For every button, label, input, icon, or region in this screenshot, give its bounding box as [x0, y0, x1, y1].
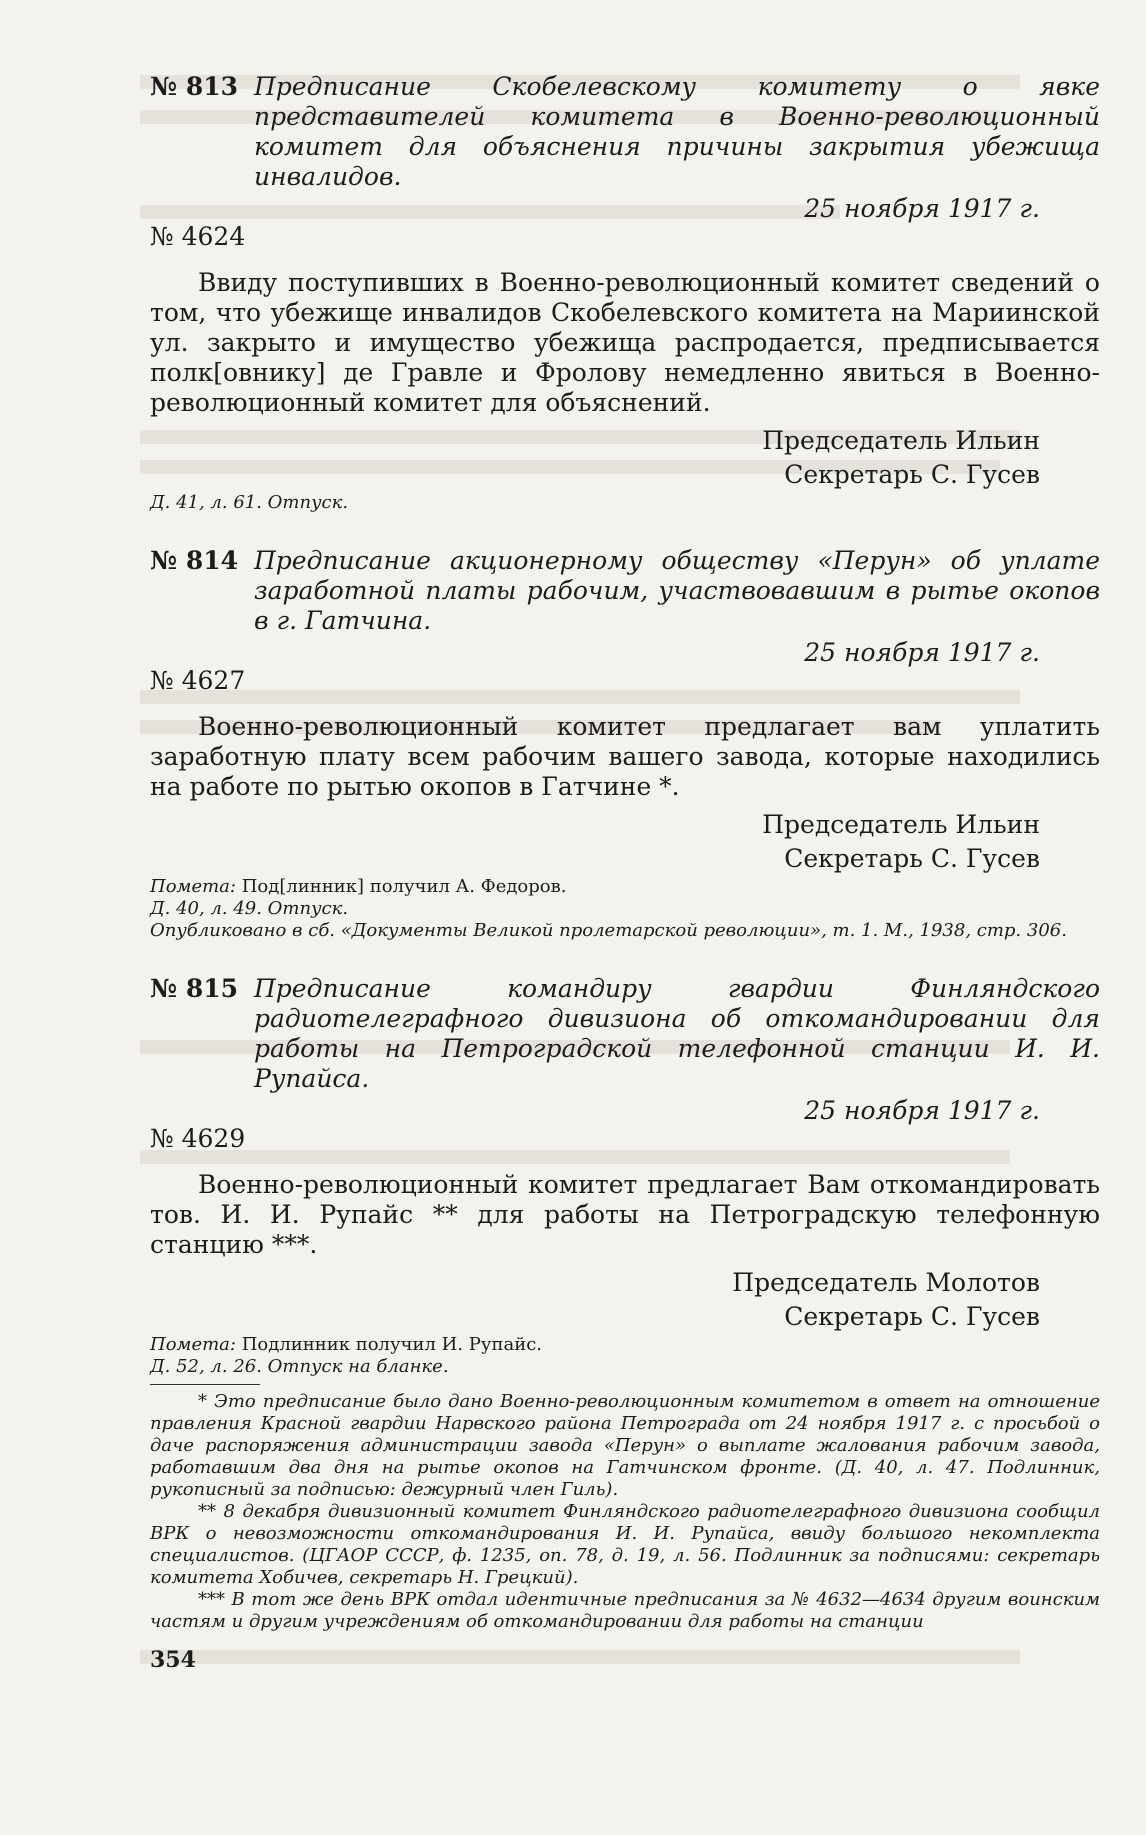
doc-secretary: Секретарь С. Гусев [784, 844, 1040, 873]
doc-reg-number: № 4627 [150, 666, 246, 695]
document-814 [150, 544, 1100, 942]
doc-date: 25 ноября 1917 г. [804, 194, 1040, 223]
doc-date: 25 ноября 1917 г. [804, 638, 1040, 667]
doc-body: Военно-революционный комитет предлагает Вам откомандировать тов. И. И. Рупайс ** для работы на Петроградскую телефонную станцию ***. [150, 1170, 1100, 1259]
doc-archive-note: Д. 52, л. 26. Отпуск на бланке. [150, 1356, 449, 1377]
doc-mark-label: Помета: [150, 876, 236, 897]
document-column [150, 70, 1100, 1695]
doc-title: Предписание командиру гвардии Финляндского радиотелеграфного дивизиона об откомандировании для работы на Петроградской телефонной станции И. И. Рупайса. [254, 974, 1100, 1093]
doc-publication-note: Опубликовано в сб. «Документы Великой пролетарской революции», т. 1. М., 1938, стр. 306. [150, 920, 1067, 941]
document-815 [150, 972, 1100, 1378]
doc-body: Ввиду поступивших в Военно-революционный комитет сведений о том, что убежище инвалидов Скобелевского комитета на Мариинской ул. закрыто и имущество убежища распродается, предписывается полк[овнику] де Гравле и Фролову немедленно явиться в Военно-революционный комитет для объяснений. [150, 268, 1100, 417]
doc-mark [150, 876, 1100, 898]
doc-date: 25 ноября 1917 г. [804, 1096, 1040, 1125]
doc-mark-text: Подлинник получил И. Рупайс. [235, 1334, 543, 1355]
page-number: 354 [150, 1647, 196, 1673]
footnotes [150, 1391, 1100, 1633]
doc-number: № 814 [150, 546, 239, 575]
doc-archive-note: Д. 40, л. 49. Отпуск. [150, 898, 349, 919]
doc-title: Предписание Скобелевскому комитету о явке представителей комитета в Военно-революционный комитет для объяснения причины закрытия убежища инвалидов. [254, 72, 1100, 191]
doc-mark-text: Под[линник] получил А. Федоров. [235, 876, 567, 897]
doc-reg-number: № 4629 [150, 1124, 246, 1153]
footnote: *** В тот же день ВРК отдал идентичные предписания за № 4632—4634 другим воинским частям и другим учреждениям об откомандировании для работы на станции [150, 1589, 1100, 1632]
doc-secretary: Секретарь С. Гусев [784, 1302, 1040, 1331]
footnote: ** 8 декабря дивизионный комитет Финляндского радиотелеграфного дивизиона сообщил ВРК о невозможности откомандирования И. И. Рупайса, ввиду большого некомплекта специалистов. (ЦГАОР СССР, ф. 1235, оп. 78, д. 19, л. 56. Подлинник за подписями: секретарь комитета Хобичев, секретарь Н. Грецкий). [150, 1501, 1100, 1588]
spacer [150, 514, 1100, 544]
doc-chair: Председатель Ильин [762, 426, 1040, 455]
doc-secretary: Секретарь С. Гусев [784, 460, 1040, 489]
doc-body: Военно-революционный комитет предлагает вам уплатить заработную плату всем рабочим вашего завода, которые находились на работе по рытью окопов в Гатчине *. [150, 712, 1100, 801]
footnote-divider [150, 1384, 260, 1385]
doc-archive-note: Д. 41, л. 61. Отпуск. [150, 492, 349, 513]
doc-reg-number: № 4624 [150, 222, 246, 251]
spacer [150, 942, 1100, 972]
doc-number: № 813 [150, 72, 239, 101]
doc-chair: Председатель Ильин [762, 810, 1040, 839]
document-813 [150, 70, 1100, 514]
footnote: * Это предписание было дано Военно-революционным комитетом в ответ на отношение правления Красной гвардии Нарвского района Петрограда от 24 ноября 1917 г. с просьбой о даче распоряжения администрации завода «Перун» о выплате жалования рабочим завода, работавшим два дня на рытье окопов на Гатчинском фронте. (Д. 40, л. 47. Подлинник, рукописный за подписью: дежурный член Гиль). [150, 1391, 1100, 1500]
doc-mark [150, 1334, 1100, 1356]
doc-chair: Председатель Молотов [732, 1268, 1040, 1297]
doc-number: № 815 [150, 974, 239, 1003]
doc-mark-label: Помета: [150, 1334, 236, 1355]
doc-title: Предписание акционерному обществу «Перун» об уплате заработной платы рабочим, участвовавшим в рытье окопов в г. Гатчина. [254, 546, 1100, 635]
